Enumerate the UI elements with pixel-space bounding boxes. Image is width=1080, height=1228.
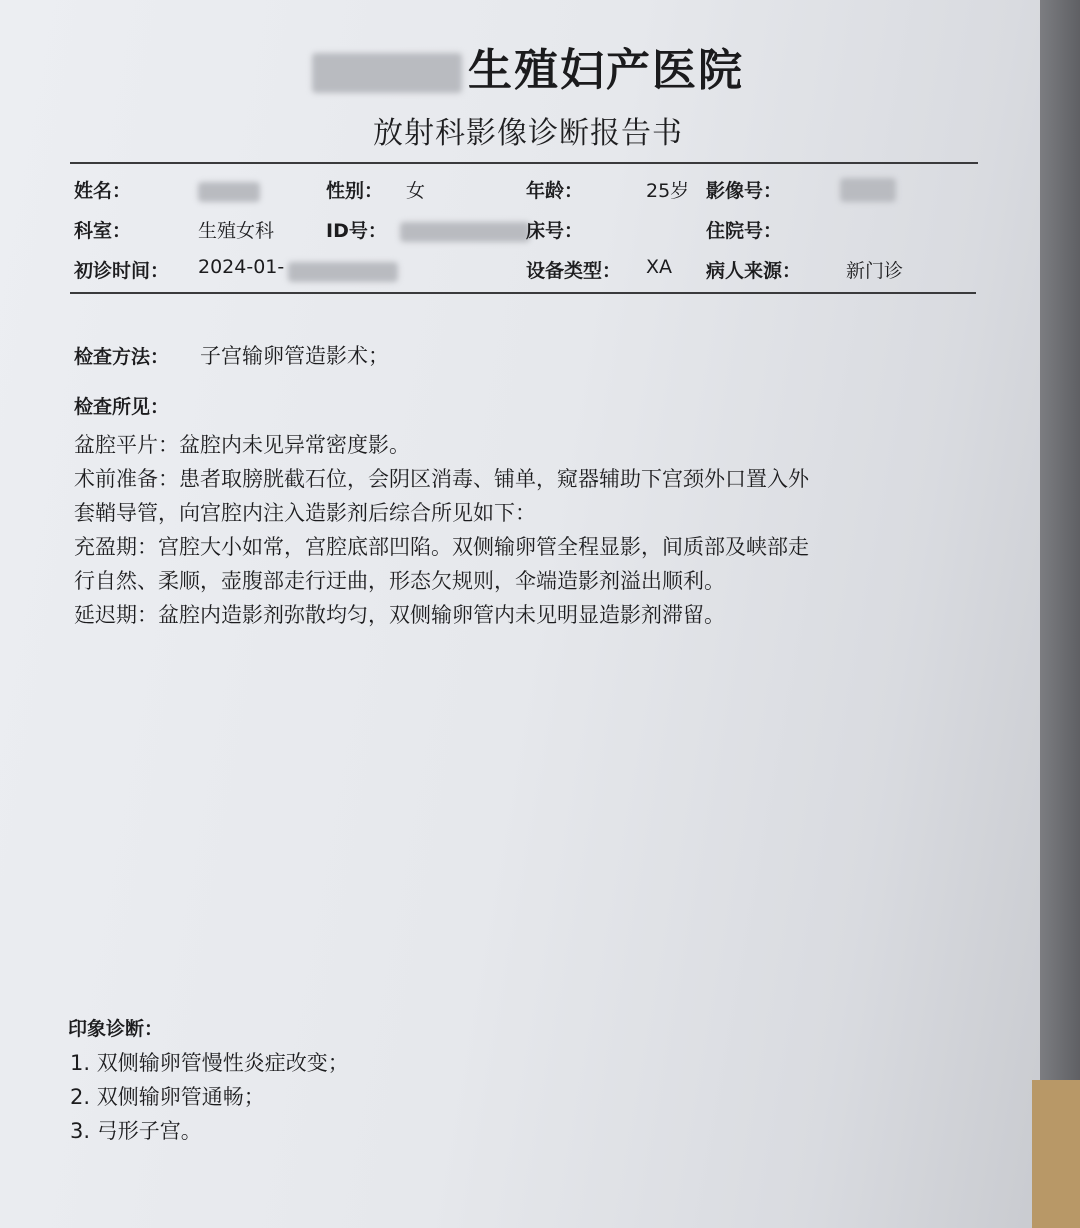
- info-row-2: [74, 210, 978, 250]
- findings-line: 延迟期：盆腔内造影剂弥散均匀，双侧输卵管内未见明显造影剂滞留。: [74, 603, 725, 627]
- dept-label: 科室：: [74, 220, 132, 242]
- info-row-1: [74, 170, 978, 210]
- device-value: XA: [646, 256, 673, 278]
- gender-label: 性别：: [326, 180, 384, 202]
- source-value: 新门诊: [846, 260, 904, 282]
- desk-corner: [1032, 1080, 1080, 1228]
- device-label: 设备类型：: [526, 260, 622, 282]
- impression-label: 印象诊断：: [68, 1018, 164, 1040]
- visit-label: 初诊时间：: [74, 260, 170, 282]
- header-bottom-rule: [70, 292, 976, 294]
- method-label: 检查方法：: [74, 346, 170, 368]
- findings-line: 盆腔平片：盆腔内未见异常密度影。: [74, 433, 410, 457]
- inpatient-label: 住院号：: [706, 220, 783, 242]
- visit-value: 2024-01-: [198, 256, 285, 278]
- findings-text: [74, 428, 974, 632]
- impression-item: 2. 双侧输卵管通畅；: [70, 1085, 265, 1109]
- report-title: 放射科影像诊断报告书: [373, 116, 683, 151]
- method-value: 子宫输卵管造影术；: [200, 344, 389, 368]
- header-top-rule: [70, 162, 978, 164]
- impression-item: 1. 双侧输卵管慢性炎症改变；: [70, 1051, 349, 1075]
- impression-list: [70, 1046, 349, 1148]
- hospital-name: 生殖妇产医院: [468, 45, 744, 96]
- background-shadow: [1040, 0, 1080, 1228]
- redacted-image-no: [840, 178, 896, 202]
- dept-value: 生殖女科: [198, 220, 275, 242]
- findings-line: 术前准备：患者取膀胱截石位，会阴区消毒、铺单，窥器辅助下宫颈外口置入外: [74, 467, 809, 491]
- findings-line: 行自然、柔顺，壶腹部走行迂曲，形态欠规则，伞端造影剂溢出顺利。: [74, 569, 725, 593]
- impression-item: 3. 弓形子宫。: [70, 1119, 202, 1143]
- gender-value: 女: [406, 180, 426, 202]
- findings-line: 充盈期：宫腔大小如常，宫腔底部凹陷。双侧输卵管全程显影，间质部及峡部走: [74, 535, 809, 559]
- id-label: ID号：: [326, 220, 387, 242]
- redacted-name: [198, 180, 260, 202]
- bed-label: 床号：: [526, 220, 584, 242]
- findings-label: 检查所见：: [74, 396, 170, 418]
- redacted-id: [400, 220, 530, 242]
- name-label: 姓名：: [74, 180, 132, 202]
- image-no-label: 影像号：: [706, 180, 783, 202]
- findings-line: 套鞘导管，向宫腔内注入造影剂后综合所见如下：: [74, 501, 536, 525]
- hospital-title: [0, 34, 1056, 98]
- info-row-3: [74, 250, 978, 290]
- redacted-hospital-prefix: [312, 53, 462, 93]
- source-label: 病人来源：: [706, 260, 802, 282]
- age-value: 25岁: [646, 180, 690, 202]
- age-label: 年龄：: [526, 180, 584, 202]
- redacted-visit-date: [288, 260, 398, 282]
- patient-info-grid: [74, 170, 978, 290]
